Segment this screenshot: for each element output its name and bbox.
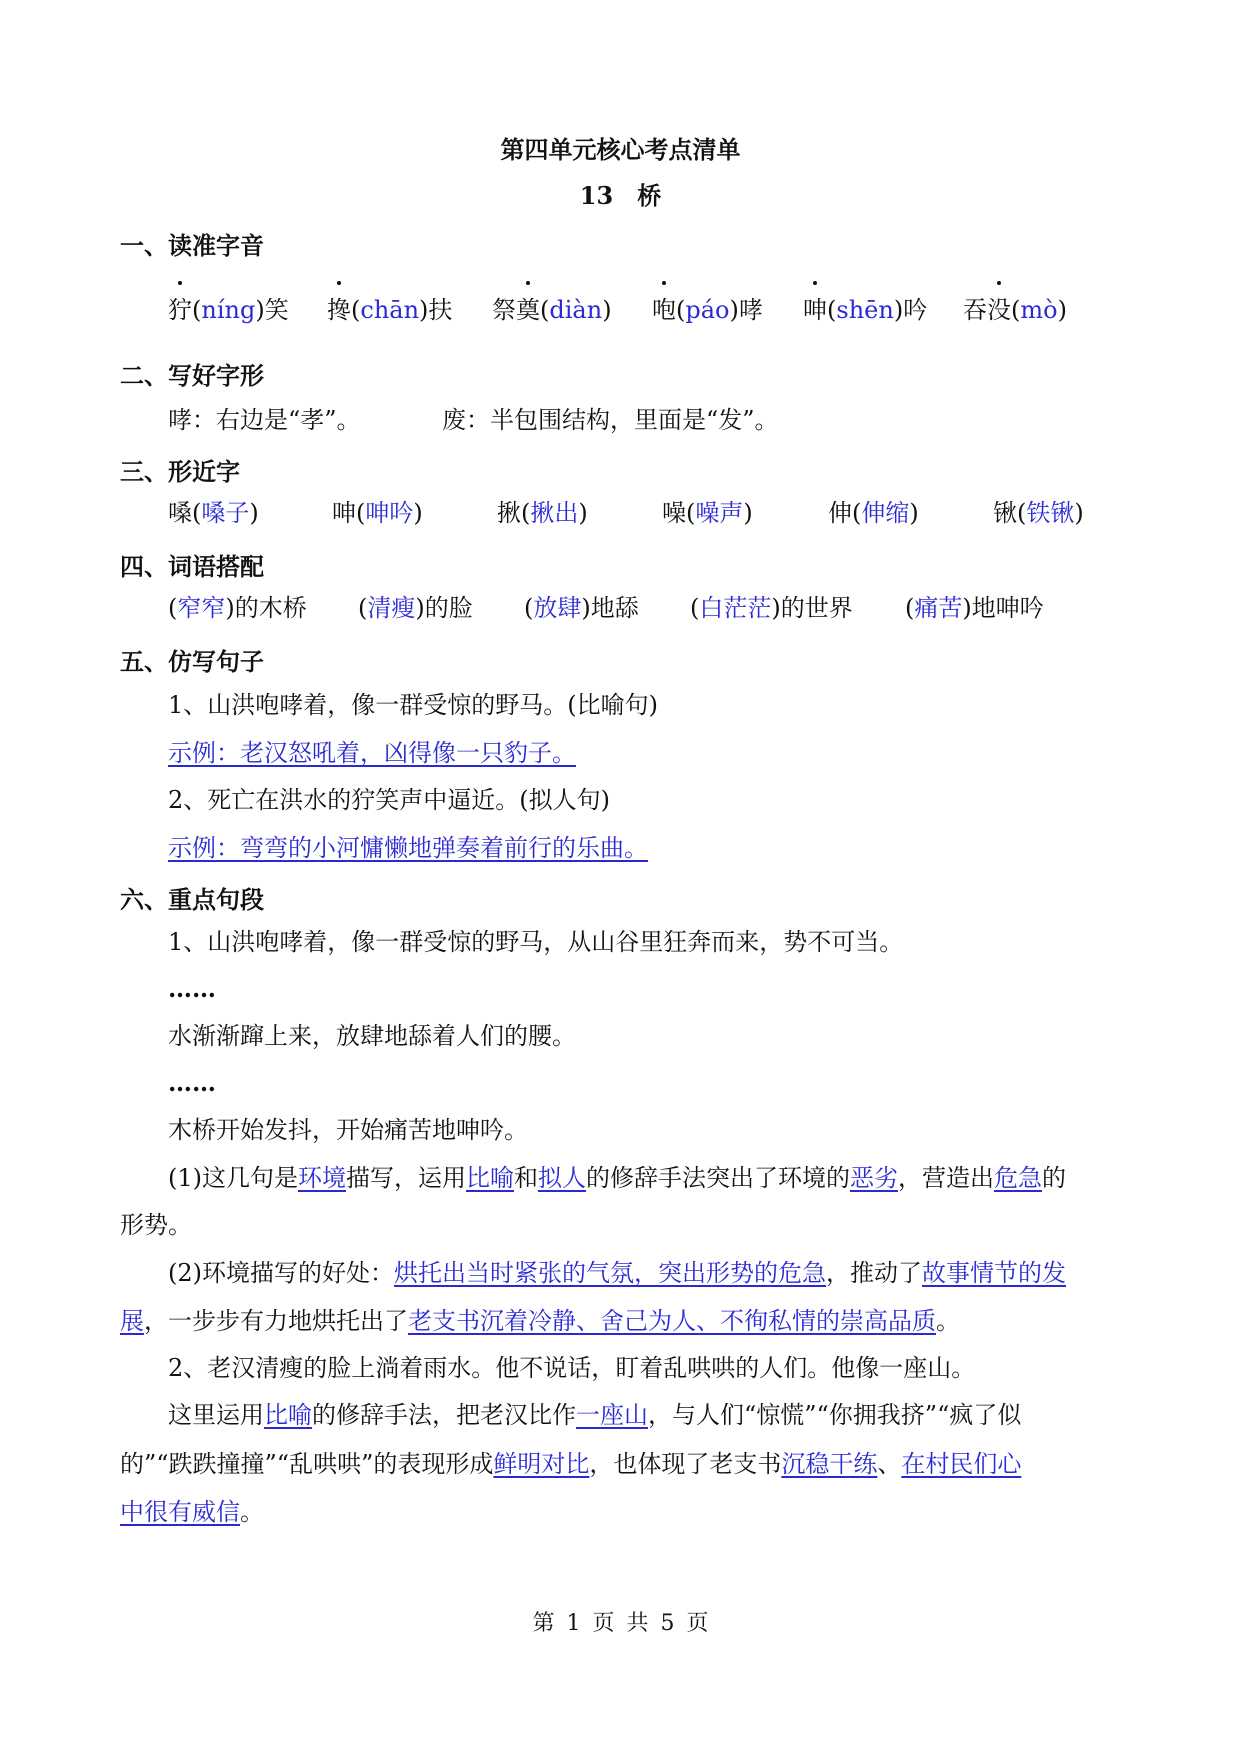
analysis-3-line-3 <box>120 1497 264 1527</box>
char: 锹 <box>993 499 1017 527</box>
word: 放肆 <box>533 594 582 622</box>
text: 这里运用 <box>168 1401 264 1429</box>
footer-text: 共 <box>626 1611 649 1636</box>
dotted-char: 没 <box>987 290 1011 325</box>
answer: 展 <box>120 1307 144 1335</box>
paren: ( <box>905 594 915 622</box>
imitation-answer-1: 示例：老汉怒吼着，凶得像一只豹子。 <box>168 739 576 767</box>
paren: ) <box>578 499 588 527</box>
char-text: 扶 <box>428 296 453 324</box>
pronunciation-item <box>963 290 1067 325</box>
answer: 比喻 <box>264 1401 312 1429</box>
imitation-question-2: 2、死亡在洪水的狞笑声中逼近。(拟人句) <box>168 786 610 814</box>
answer: 鲜明对比 <box>493 1450 590 1478</box>
text: 和 <box>514 1164 538 1192</box>
answer: 故事情节的发 <box>922 1259 1066 1287</box>
section-heading-similar-chars: 三、形近字 <box>120 458 240 486</box>
imitation-answer-2: 示例：弯弯的小河慵懒地弹奏着前行的乐曲。 <box>168 834 648 862</box>
collocation-item <box>358 593 473 623</box>
paren: ) <box>225 594 235 622</box>
answer: 烘托出当时紧张的气氛，突出形势的危急 <box>394 1259 826 1287</box>
char-text: 吟 <box>903 296 928 324</box>
word: 呻吟 <box>365 499 414 527</box>
char-text: 笑 <box>264 296 289 324</box>
lesson-title: 13 桥 <box>579 181 662 210</box>
analysis-3-line-2 <box>120 1449 1021 1479</box>
char-text: ( <box>540 296 550 324</box>
similar-char-item <box>662 498 753 528</box>
passage-4: 2、老汉清瘦的脸上淌着雨水。他不说话，盯着乱哄哄的人们。他像一座山。 <box>168 1354 976 1382</box>
word: 痛苦 <box>914 594 963 622</box>
paren: ) <box>909 499 919 527</box>
char-text: ( <box>351 296 361 324</box>
answer: 恶劣 <box>850 1164 898 1192</box>
text: 。 <box>936 1307 960 1335</box>
char-text: ( <box>1011 296 1021 324</box>
similar-char-item <box>497 498 588 528</box>
char-text: ) <box>419 296 429 324</box>
answer: 中很有威信 <box>120 1498 240 1526</box>
pronunciation-item <box>492 290 612 325</box>
char: 噪 <box>662 499 686 527</box>
dotted-char: 奠 <box>516 290 540 325</box>
total-pages: 5 <box>660 1611 675 1636</box>
passage-2: 水渐渐蹿上来，放肆地舔着人们的腰。 <box>168 1022 576 1050</box>
ellipsis-1: …… <box>168 974 216 1003</box>
analysis-3-line-1 <box>168 1400 1021 1430</box>
writing-note-1: 哮：右边是“孝”。 <box>168 406 361 434</box>
collocation-item <box>168 593 307 623</box>
pinyin: níng <box>201 296 256 324</box>
pronunciation-item <box>803 290 927 325</box>
paren: ) <box>249 499 259 527</box>
char-text: ) <box>729 296 739 324</box>
paren: ( <box>168 594 178 622</box>
paren: ( <box>358 594 368 622</box>
text: (1)这几句是 <box>168 1164 298 1192</box>
text: ，推动了 <box>826 1259 922 1287</box>
dotted-char: 咆 <box>652 290 676 325</box>
pinyin: mò <box>1020 296 1058 324</box>
char-text: ) <box>893 296 904 324</box>
paren: ( <box>690 594 700 622</box>
text: ，也体现了老支书 <box>589 1450 782 1478</box>
char-text: ( <box>827 296 837 324</box>
analysis-1-line-2: 形势。 <box>120 1211 192 1239</box>
text: ，与人们“惊慌”“你拥我挤”“疯了似 <box>648 1401 1022 1429</box>
answer: 沉稳干练 <box>781 1450 878 1478</box>
text: 描写，运用 <box>346 1164 466 1192</box>
footer-text: 第 <box>532 1611 555 1636</box>
text: 。 <box>240 1498 264 1526</box>
pinyin: chān <box>360 296 420 324</box>
similar-char-item <box>828 498 919 528</box>
text: 的修辞手法，把老汉比作 <box>312 1401 576 1429</box>
pinyin: diàn <box>549 296 603 324</box>
answer: 拟人 <box>538 1164 586 1192</box>
writing-note-2: 废：半包围结构，里面是“发”。 <box>442 406 779 434</box>
paren: ) <box>743 499 753 527</box>
word: 噪声 <box>695 499 744 527</box>
similar-char-item <box>332 498 423 528</box>
char: 伸 <box>828 499 852 527</box>
answer: 一座山 <box>576 1401 648 1429</box>
char-text: 吞 <box>963 296 987 324</box>
text: ，一步步有力地烘托出了 <box>144 1307 408 1335</box>
section-heading-key-passages: 六、重点句段 <box>120 886 264 914</box>
dotted-char: 狞 <box>168 290 192 325</box>
text: 、 <box>877 1450 902 1478</box>
word: 嗓子 <box>201 499 250 527</box>
char: 嗓 <box>168 499 192 527</box>
word: 清瘦 <box>367 594 416 622</box>
pronunciation-item <box>327 290 452 325</box>
char-text: 祭 <box>492 296 516 324</box>
similar-char-item <box>993 498 1084 528</box>
ellipsis-2: …… <box>168 1068 216 1097</box>
imitation-question-1: 1、山洪咆哮着，像一群受惊的野马。(比喻句) <box>168 691 658 719</box>
paren: ) <box>1074 499 1084 527</box>
char-text: ) <box>255 296 265 324</box>
paren: ( <box>356 499 366 527</box>
passage-3: 木桥开始发抖，开始痛苦地呻吟。 <box>168 1116 528 1144</box>
paren: ( <box>192 499 202 527</box>
page-number: 1 <box>566 1611 581 1636</box>
collocation-item <box>524 593 639 623</box>
paren: ( <box>524 594 534 622</box>
paren: ( <box>852 499 862 527</box>
dotted-char: 呻 <box>803 290 827 325</box>
text: 的”“跌跌撞撞”“乱哄哄”的表现形成 <box>120 1450 494 1478</box>
answer: 老支书沉着冷静、舍己为人、不徇私情的崇高品质 <box>408 1307 936 1335</box>
char-text: ( <box>192 296 202 324</box>
text: (2)环境描写的好处： <box>168 1259 394 1287</box>
answer: 比喻 <box>466 1164 514 1192</box>
pronunciation-item <box>652 290 763 325</box>
section-heading-collocation: 四、词语搭配 <box>120 553 264 581</box>
char-text: ) <box>602 296 612 324</box>
collocation-item <box>690 593 853 623</box>
text: ，营造出 <box>898 1164 994 1192</box>
footer-text: 页 <box>686 1611 709 1636</box>
rest-text: 的木桥 <box>234 594 307 622</box>
section-heading-writing: 二、写好字形 <box>120 362 264 390</box>
collocation-item <box>905 593 1044 623</box>
dotted-char: 搀 <box>327 290 351 325</box>
paren: ) <box>415 594 425 622</box>
text: 的 <box>1042 1164 1066 1192</box>
paren: ) <box>413 499 423 527</box>
text: 的修辞手法突出了环境的 <box>586 1164 850 1192</box>
analysis-1-line-1 <box>168 1163 1066 1193</box>
analysis-2-line-2 <box>120 1306 960 1336</box>
answer: 环境 <box>298 1164 346 1192</box>
word: 窄窄 <box>177 594 226 622</box>
char: 呻 <box>332 499 356 527</box>
char: 揪 <box>497 499 521 527</box>
word: 揪出 <box>530 499 579 527</box>
paren: ) <box>962 594 972 622</box>
rest-text: 的世界 <box>780 594 853 622</box>
rest-text: 地舔 <box>590 594 639 622</box>
rest-text: 的脸 <box>424 594 473 622</box>
footer-text: 页 <box>592 1611 615 1636</box>
analysis-2-line-1 <box>168 1258 1066 1288</box>
word: 白茫茫 <box>699 594 772 622</box>
paren: ( <box>521 499 531 527</box>
page-title: 第四单元核心考点清单 <box>500 135 741 164</box>
paren: ( <box>1017 499 1027 527</box>
page-footer <box>0 1606 1241 1637</box>
pinyin: páo <box>685 296 730 324</box>
answer: 在村民们心 <box>901 1450 1022 1478</box>
char-text: ) <box>1057 296 1067 324</box>
paren: ) <box>771 594 781 622</box>
paren: ( <box>686 499 696 527</box>
rest-text: 地呻吟 <box>971 594 1044 622</box>
similar-char-item <box>168 498 259 528</box>
word: 伸缩 <box>861 499 910 527</box>
pronunciation-item <box>168 290 289 325</box>
section-heading-pronunciation: 一、读准字音 <box>120 232 264 260</box>
paren: ) <box>581 594 591 622</box>
passage-1: 1、山洪咆哮着，像一群受惊的野马，从山谷里狂奔而来，势不可当。 <box>168 928 904 956</box>
word: 铁锹 <box>1026 499 1075 527</box>
char-text: ( <box>676 296 686 324</box>
section-heading-imitation: 五、仿写句子 <box>120 648 264 676</box>
pinyin: shēn <box>836 296 894 324</box>
char-text: 哮 <box>738 296 763 324</box>
answer: 危急 <box>994 1164 1042 1192</box>
